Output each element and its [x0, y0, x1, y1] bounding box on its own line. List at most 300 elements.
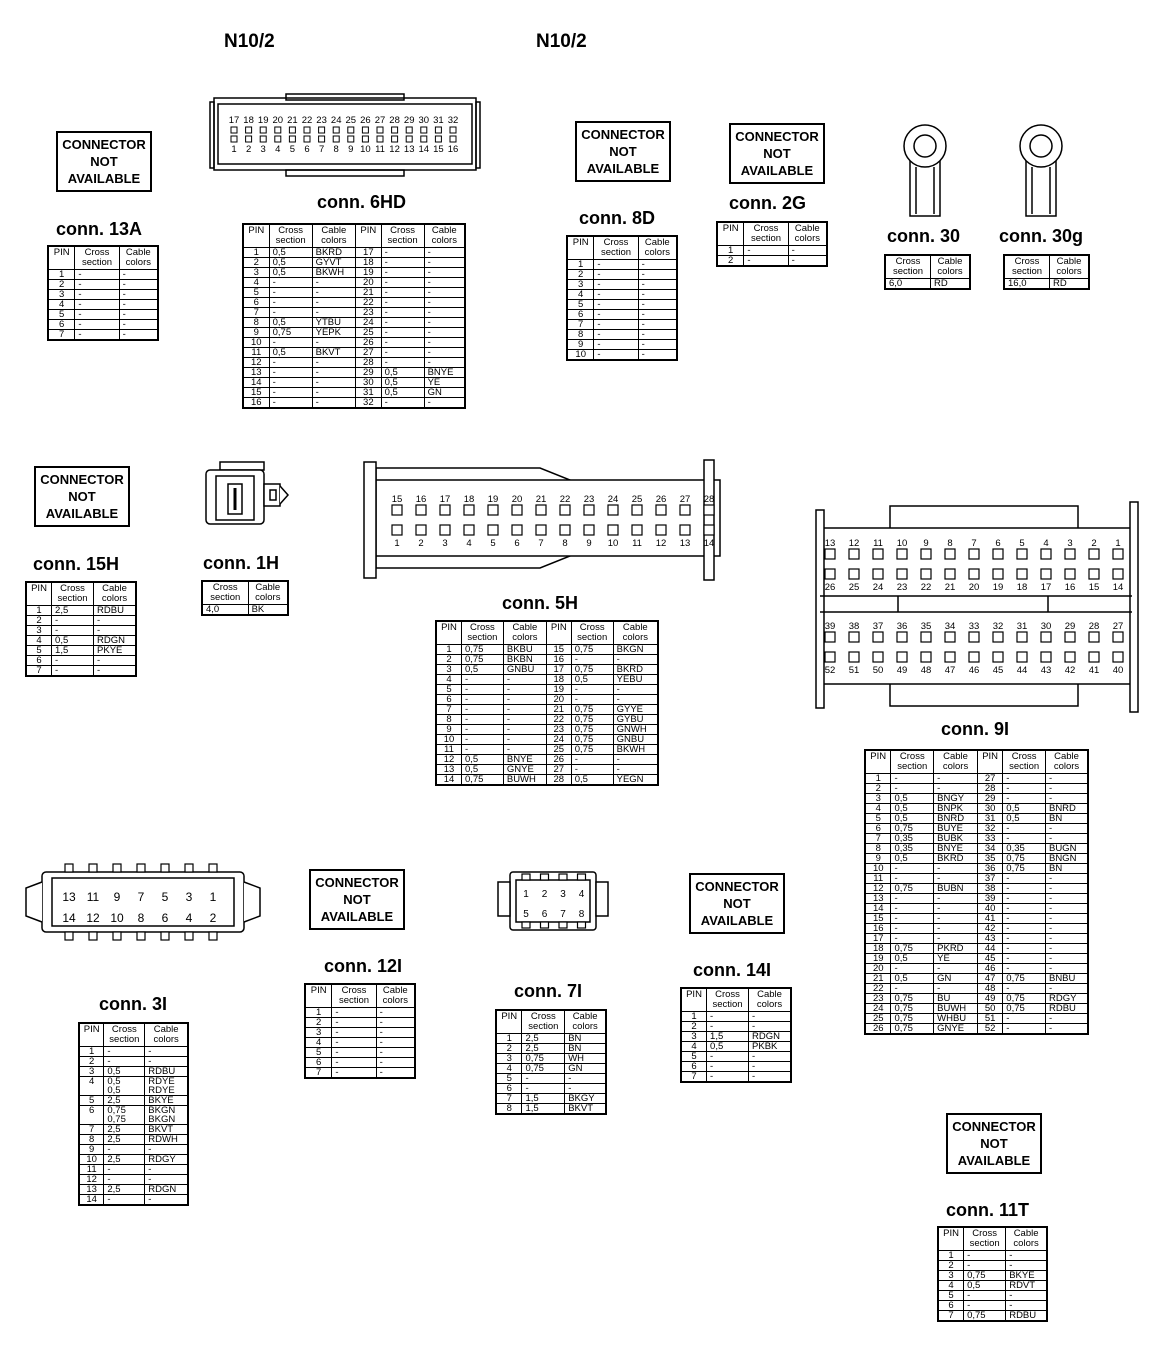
- cell-cable-color: YE: [934, 954, 978, 964]
- cell-pin: 48: [977, 984, 1002, 994]
- cell-cable-color: -: [376, 1048, 415, 1058]
- cell-cross-section: 0,75: [571, 705, 613, 715]
- cell-pin: 1: [567, 260, 594, 270]
- pin-number-label: 39: [824, 621, 836, 632]
- cell-cable-color: -: [1006, 1301, 1047, 1311]
- cell-pin: 11: [243, 348, 269, 358]
- cell-pin: 5: [48, 310, 75, 320]
- pin-number-label: 14: [1112, 582, 1124, 593]
- cell-pin: 19: [865, 954, 891, 964]
- pin-number-label: 15: [1088, 582, 1100, 593]
- pin-socket: [392, 127, 398, 133]
- cell-pin: 4: [243, 278, 269, 288]
- cell-cross-section: -: [891, 784, 934, 794]
- cell-cable-color: -: [1045, 884, 1088, 894]
- cell-cross-section: -: [594, 350, 638, 361]
- cell-pin: 22: [865, 984, 891, 994]
- cell-pin: 6: [243, 298, 269, 308]
- cell-cable-color: -: [376, 1068, 415, 1079]
- cell-cable-color: YEGN: [613, 775, 658, 786]
- pin-socket: [825, 652, 835, 662]
- cell-pin: 50: [977, 1004, 1002, 1014]
- cell-pin: 40: [977, 904, 1002, 914]
- cell-cross-section: -: [594, 320, 638, 330]
- pin-socket: [450, 136, 456, 142]
- pin-socket: [304, 127, 310, 133]
- cell-pin: 6: [48, 320, 75, 330]
- cell-cable-color: -: [424, 358, 465, 368]
- cell-cross-section: 0,75: [571, 745, 613, 755]
- pin-number-label: 21: [944, 582, 956, 593]
- pin-socket: [435, 136, 441, 142]
- pin-socket: [512, 505, 522, 515]
- cell-pin: 1: [938, 1251, 964, 1261]
- pin-socket: [406, 127, 412, 133]
- cell-cross-section: 2,5: [104, 1096, 145, 1106]
- cell-pin: 10: [79, 1155, 104, 1165]
- pin-tab: [161, 932, 169, 940]
- pin-socket: [849, 549, 859, 559]
- table-row: [436, 765, 658, 775]
- pin-table-30g: [1003, 254, 1090, 290]
- cell-cross-section: -: [891, 894, 934, 904]
- col-header-cross-section: Cross section: [522, 1010, 565, 1034]
- col-header-pin: PIN: [243, 224, 269, 248]
- cell-cable-color: -: [934, 964, 978, 974]
- connector-3I-drawing: [22, 858, 264, 946]
- pin-socket: [656, 505, 666, 515]
- cell-cross-section: -: [707, 1062, 749, 1072]
- pin-tab: [209, 864, 217, 872]
- cell-pin: 1: [79, 1047, 104, 1057]
- cell-pin: 13: [865, 894, 891, 904]
- table-row: [243, 358, 465, 368]
- header-left: N10/2: [224, 31, 275, 52]
- cell-pin: 17: [865, 934, 891, 944]
- table-row: [305, 1038, 415, 1048]
- table-row: [865, 864, 1088, 874]
- cell-cable-color: -: [638, 340, 677, 350]
- cell-cross-section: 0,5: [891, 814, 934, 824]
- pin-number-label: 18: [463, 494, 475, 505]
- cell-cable-color: BUBN: [934, 884, 978, 894]
- table-row: [79, 1135, 188, 1145]
- pin-socket: [333, 127, 339, 133]
- pin-table-8D: [566, 235, 678, 361]
- cell-cable-color: -: [638, 280, 677, 290]
- cell-pin: 2: [243, 258, 269, 268]
- table-row: [202, 605, 288, 616]
- cell-cross-section: -: [75, 310, 119, 320]
- cell-cable-color: YE: [424, 378, 465, 388]
- cell-cable-color: -: [424, 348, 465, 358]
- cell-pin: 9: [243, 328, 269, 338]
- cell-cable-color: RD: [931, 279, 970, 290]
- cell-cross-section: -: [461, 675, 503, 685]
- cell-cross-section: -: [52, 656, 94, 666]
- cell-cable-color: GNBU: [613, 735, 658, 745]
- pin-socket: [1065, 549, 1075, 559]
- table-row: [79, 1175, 188, 1185]
- pin-socket: [897, 549, 907, 559]
- cell-cross-section: -: [381, 348, 424, 358]
- cell-cross-section: 2,5: [52, 606, 94, 616]
- pin-number-label: 4: [1043, 538, 1049, 549]
- cell-cable-color: -: [565, 1074, 606, 1084]
- cell-pin: 28: [356, 358, 382, 368]
- pin-number-label: 8: [137, 911, 145, 925]
- pin-number-label: 16: [1064, 582, 1076, 593]
- cell-cross-section: -: [964, 1291, 1006, 1301]
- cell-cable-color: -: [424, 248, 465, 258]
- pin-socket: [275, 136, 281, 142]
- cell-cable-color: -: [503, 675, 546, 685]
- cell-cable-color: -: [1045, 904, 1088, 914]
- table-row: [243, 398, 465, 409]
- col-header-cross-section: Cross section: [707, 988, 749, 1012]
- pin-number-label: 13: [824, 538, 836, 549]
- cell-cross-section: -: [594, 310, 638, 320]
- cell-cross-section: 1,5: [52, 646, 94, 656]
- cell-cross-section: -: [269, 388, 312, 398]
- cell-cable-color: -: [1045, 874, 1088, 884]
- cell-cross-section: -: [269, 398, 312, 409]
- cell-pin: 6: [567, 310, 594, 320]
- cell-cable-color: -: [503, 745, 546, 755]
- cell-cable-color: BKVT: [312, 348, 355, 358]
- cell-cross-section: -: [75, 290, 119, 300]
- pin-number-label: 17: [439, 494, 451, 505]
- cell-cable-color: BNGN: [1045, 854, 1088, 864]
- cell-cable-color: -: [565, 1084, 606, 1094]
- cell-cross-section: -: [104, 1047, 145, 1057]
- pin-number-label: 1: [231, 144, 237, 155]
- cell-cable-color: -: [934, 864, 978, 874]
- table-row: [48, 280, 158, 290]
- cell-cable-color: RDVT: [1006, 1281, 1047, 1291]
- cell-cross-section: -: [744, 256, 788, 267]
- cell-cable-color: -: [94, 616, 136, 626]
- pin-socket: [362, 127, 368, 133]
- cell-cable-color: BKGY: [565, 1094, 606, 1104]
- pin-socket: [440, 525, 450, 535]
- title-1H: conn. 1H: [203, 553, 280, 573]
- pin-socket: [377, 136, 383, 142]
- pin-number-label: 4: [275, 144, 281, 155]
- cell-cross-section: -: [52, 626, 94, 636]
- col-header-cross-section: Cross section: [202, 581, 248, 605]
- cell-cross-section: 0,5: [381, 388, 424, 398]
- cell-cross-section: 0,75: [1003, 1004, 1046, 1014]
- cell-cable-color: -: [503, 685, 546, 695]
- pin-socket: [1065, 569, 1075, 579]
- cell-pin: 1: [496, 1034, 522, 1044]
- cell-pin: 18: [865, 944, 891, 954]
- cell-pin: 29: [356, 368, 382, 378]
- table-row: [865, 994, 1088, 1004]
- pin-socket: [304, 136, 310, 142]
- pin-socket: [945, 549, 955, 559]
- pin-socket: [1113, 652, 1123, 662]
- connector-5H-drawing: [360, 458, 726, 580]
- pin-socket: [392, 525, 402, 535]
- cell-cross-section: 0,75: [269, 328, 312, 338]
- pin-socket: [584, 525, 594, 535]
- table-row: [865, 944, 1088, 954]
- pin-socket: [825, 569, 835, 579]
- col-header-cross-section: Cross section: [571, 621, 613, 645]
- pin-socket: [849, 632, 859, 642]
- cell-cable-color: BNGY: [934, 794, 978, 804]
- cell-pin: 3: [79, 1067, 104, 1077]
- cell-cross-section: -: [52, 616, 94, 626]
- pin-number-label: 12: [389, 144, 400, 155]
- table-row: [865, 894, 1088, 904]
- pin-socket: [704, 525, 714, 535]
- table-row: [436, 775, 658, 786]
- pin-number-label: 44: [1016, 665, 1028, 676]
- table-row: [79, 1185, 188, 1195]
- pin-socket: [421, 136, 427, 142]
- cell-pin: 1: [681, 1012, 707, 1022]
- cell-pin: 5: [243, 288, 269, 298]
- cell-cross-section: -: [891, 914, 934, 924]
- cell-pin: 28: [977, 784, 1002, 794]
- col-header-pin: PIN: [48, 246, 75, 270]
- connector-not-available-12I: CONNECTOR NOT AVAILABLE: [309, 869, 405, 930]
- cell-cable-color: RDGN: [94, 636, 136, 646]
- cell-cable-color: BUBK: [934, 834, 978, 844]
- pin-tab: [209, 932, 217, 940]
- pin-number-label: 1: [209, 890, 217, 904]
- pin-tab: [89, 932, 97, 940]
- pin-socket: [1113, 569, 1123, 579]
- cell-cross-section: -: [381, 328, 424, 338]
- cell-pin: 17: [356, 248, 382, 258]
- cell-cable-color: -: [1045, 1014, 1088, 1024]
- cell-cable-color: -: [312, 368, 355, 378]
- cell-cross-section: 0,75: [891, 994, 934, 1004]
- cell-cross-section: -: [1003, 1014, 1046, 1024]
- table-row: [48, 310, 158, 320]
- pin-socket: [464, 505, 474, 515]
- table-row: [865, 854, 1088, 864]
- cell-cable-color: -: [1045, 784, 1088, 794]
- table-row: [243, 318, 465, 328]
- pin-socket: [1065, 632, 1075, 642]
- cell-cable-color: -: [1045, 934, 1088, 944]
- cell-pin: 8: [79, 1135, 104, 1145]
- cell-cross-section: 0,75: [571, 725, 613, 735]
- pin-number-label: 22: [559, 494, 571, 505]
- col-header-cable-colors: Cable colors: [638, 236, 677, 260]
- col-header-pin: PIN: [681, 988, 707, 1012]
- cell-cable-color: -: [119, 270, 158, 280]
- cell-cross-section: -: [891, 984, 934, 994]
- pin-number-label: 23: [896, 582, 908, 593]
- cell-cross-section: 1,5: [707, 1032, 749, 1042]
- cell-cross-section: -: [1003, 884, 1046, 894]
- cell-pin: 21: [356, 288, 382, 298]
- table-row: [305, 1028, 415, 1038]
- cell-cable-color: RDBU: [145, 1067, 188, 1077]
- cell-cable-color: RD: [1050, 279, 1089, 290]
- cell-pin: 36: [977, 864, 1002, 874]
- col-header-cross-section: Cross section: [885, 255, 931, 279]
- cell-cable-color: -: [312, 338, 355, 348]
- pin-number-label: 31: [433, 115, 444, 126]
- cell-cable-color: BKWH: [312, 268, 355, 278]
- table-row: [436, 695, 658, 705]
- pin-number-label: 30: [418, 115, 430, 126]
- cell-cross-section: 0,5: [891, 804, 934, 814]
- cell-cross-section: 0,5 0,5: [104, 1077, 145, 1096]
- pin-number-label: 16: [415, 494, 427, 505]
- cell-cross-section: -: [522, 1084, 565, 1094]
- pin-socket: [921, 652, 931, 662]
- table-row: [865, 934, 1088, 944]
- title-30: conn. 30: [887, 226, 961, 246]
- table-row: [865, 884, 1088, 894]
- col-header-cable-colors: Cable colors: [565, 1010, 606, 1034]
- table-row: [243, 348, 465, 358]
- cell-cross-section: -: [1003, 904, 1046, 914]
- cell-pin: 4: [79, 1077, 104, 1096]
- table-row: [938, 1301, 1047, 1311]
- cell-cable-color: -: [312, 388, 355, 398]
- table-row: [865, 824, 1088, 834]
- cell-pin: 13: [243, 368, 269, 378]
- cell-pin: 2: [681, 1022, 707, 1032]
- pin-socket: [246, 127, 252, 133]
- pin-number-label: 2: [541, 889, 548, 900]
- pin-number-label: 45: [992, 665, 1004, 676]
- pin-socket: [348, 127, 354, 133]
- col-header-pin: PIN: [717, 222, 744, 246]
- cell-cross-section: 0,75: [891, 824, 934, 834]
- cell-pin: 1: [48, 270, 75, 280]
- cell-cable-color: -: [119, 300, 158, 310]
- pin-number-label: 27: [679, 494, 691, 505]
- cell-pin: 6: [938, 1301, 964, 1311]
- cell-cable-color: BN: [1045, 864, 1088, 874]
- cell-pin: 20: [865, 964, 891, 974]
- cell-pin: 2: [938, 1261, 964, 1271]
- cell-pin: 22: [356, 298, 382, 308]
- pin-socket: [260, 136, 266, 142]
- cell-pin: 8: [567, 330, 594, 340]
- col-header-cable-colors: Cable colors: [1050, 255, 1089, 279]
- cell-cross-section: -: [1003, 984, 1046, 994]
- cell-cable-color: -: [638, 300, 677, 310]
- cell-cross-section: 0,5: [1003, 804, 1046, 814]
- cell-pin: 5: [567, 300, 594, 310]
- col-header-cross-section: Cross section: [1004, 255, 1050, 279]
- cell-pin: 21: [865, 974, 891, 984]
- pin-socket: [421, 127, 427, 133]
- pin-number-label: 17: [1040, 582, 1052, 593]
- cell-pin: 5: [305, 1048, 332, 1058]
- pin-socket: [921, 549, 931, 559]
- col-header-cross-section: Cross section: [75, 246, 119, 270]
- title-13A: conn. 13A: [56, 219, 143, 239]
- cell-cross-section: -: [1003, 914, 1046, 924]
- pin-number-label: 52: [824, 665, 836, 676]
- table-row: [865, 954, 1088, 964]
- cell-cable-color: -: [503, 735, 546, 745]
- table-row: [865, 784, 1088, 794]
- cell-cable-color: -: [119, 320, 158, 330]
- cell-cross-section: 0,35: [891, 834, 934, 844]
- cell-cable-color: GYYE: [613, 705, 658, 715]
- cell-cross-section: -: [269, 298, 312, 308]
- cell-cable-color: BUWH: [503, 775, 546, 786]
- cell-pin: 26: [546, 755, 571, 765]
- pin-socket: [406, 136, 412, 142]
- col-header-pin: PIN: [938, 1227, 964, 1251]
- cell-cross-section: 1,5: [522, 1094, 565, 1104]
- pin-socket: [921, 632, 931, 642]
- cell-cross-section: -: [1003, 964, 1046, 974]
- pin-number-label: 13: [403, 144, 415, 155]
- table-row: [243, 378, 465, 388]
- cell-cable-color: -: [638, 260, 677, 270]
- cell-pin: 3: [865, 794, 891, 804]
- col-header-pin: PIN: [865, 750, 891, 774]
- cell-cross-section: -: [744, 246, 788, 256]
- cell-cross-section: 0,5: [891, 954, 934, 964]
- col-header-cable-colors: Cable colors: [934, 750, 978, 774]
- cell-pin: 5: [681, 1052, 707, 1062]
- table-row: [436, 715, 658, 725]
- pin-tab: [522, 874, 530, 880]
- pin-number-label: 11: [86, 890, 100, 904]
- pin-number-label: 5: [161, 890, 169, 904]
- cell-cross-section: 0,75: [461, 645, 503, 655]
- table-row: [26, 606, 136, 616]
- cell-cable-color: -: [749, 1022, 791, 1032]
- pin-table-9I: [864, 749, 1089, 1035]
- cell-pin: 4: [496, 1064, 522, 1074]
- cell-cable-color: GN: [424, 388, 465, 398]
- cell-cable-color: -: [1006, 1261, 1047, 1271]
- cell-pin: 7: [567, 320, 594, 330]
- cell-pin: 3: [436, 665, 461, 675]
- cell-pin: 2: [865, 784, 891, 794]
- cell-pin: 14: [436, 775, 461, 786]
- cell-cross-section: -: [269, 378, 312, 388]
- cell-cable-color: -: [312, 298, 355, 308]
- cell-pin: 7: [938, 1311, 964, 1322]
- table-row: [48, 290, 158, 300]
- pin-number-label: 14: [62, 911, 76, 925]
- pin-socket: [560, 505, 570, 515]
- cell-pin: 9: [436, 725, 461, 735]
- cell-cable-color: -: [424, 318, 465, 328]
- cell-cross-section: -: [1003, 944, 1046, 954]
- table-row: [79, 1145, 188, 1155]
- cell-pin: 25: [865, 1014, 891, 1024]
- pin-number-label: 49: [896, 665, 908, 676]
- cell-cross-section: -: [381, 258, 424, 268]
- pin-table-2G: [716, 221, 828, 267]
- connector-not-available-13A: CONNECTOR NOT AVAILABLE: [56, 131, 152, 192]
- pin-number-label: 46: [968, 665, 980, 676]
- pin-socket: [873, 632, 883, 642]
- pin-tab: [185, 864, 193, 872]
- cell-pin: 41: [977, 914, 1002, 924]
- connector-not-available-14I: CONNECTOR NOT AVAILABLE: [689, 873, 785, 934]
